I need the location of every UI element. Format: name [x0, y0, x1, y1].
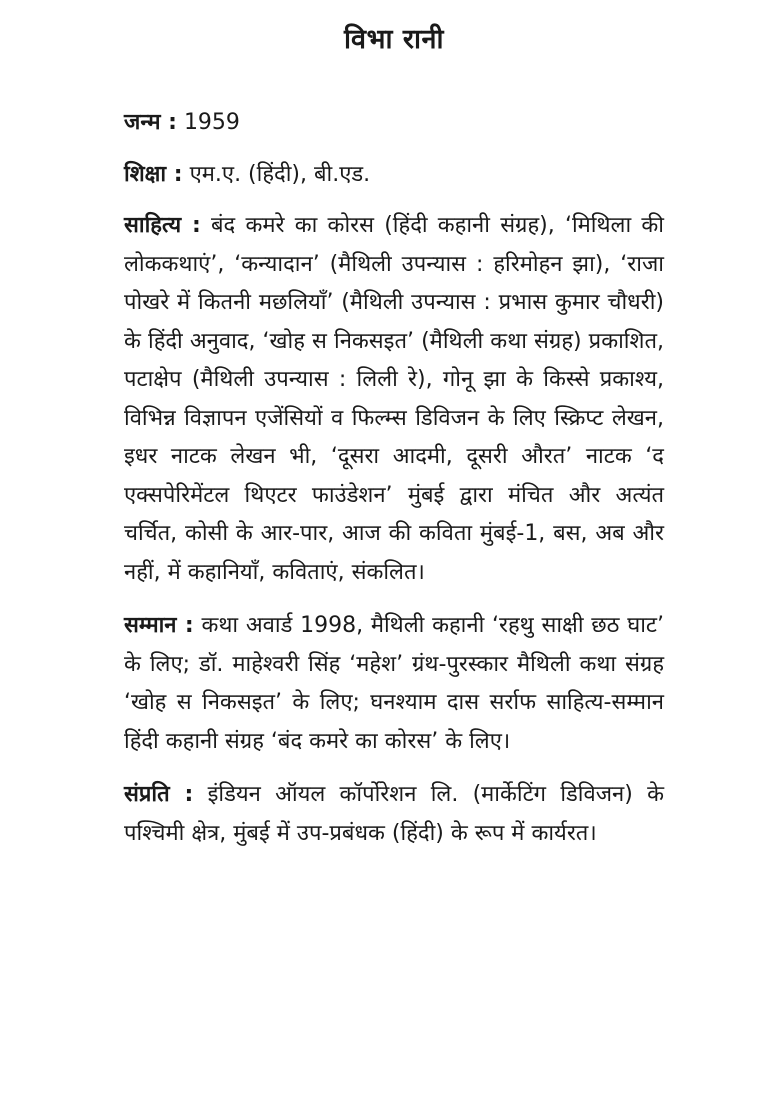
- document-page: [124, 0, 664, 853]
- literature-label: साहित्य :: [124, 213, 201, 238]
- section-awards: [124, 607, 664, 761]
- section-education: [124, 156, 664, 195]
- author-name-title: विभा रानी: [344, 24, 444, 55]
- awards-label: सम्मान :: [124, 613, 194, 638]
- current-label: संप्रति :: [124, 782, 194, 807]
- birth-label: जन्म :: [124, 110, 177, 135]
- awards-text: कथा अवार्ड 1998, मैथिली कहानी ‘रहथु साक्षी छठ घाट’ के लिए; डॉ. माहेश्वरी सिंह ‘महेश’ ग्रंथ-पुरस्कार मैथिली कथा संग्रह ‘खोह स निकसइत’ के लिए; घनश्याम दास सर्राफ साहित्य-सम्मान हिंदी कहानी संग्रह ‘बंद कमरे का कोरस’ के लिए।: [124, 613, 664, 754]
- section-birth: [124, 104, 664, 143]
- current-text: इंडियन ऑयल कॉर्पोरेशन लि. (मार्केटिंग डिविजन) के पश्चिमी क्षेत्र, मुंबई में उप-प्रबंधक (हिंदी) के रूप में कार्यरत।: [124, 782, 664, 846]
- section-literature: [124, 207, 664, 592]
- education-text: एम.ए. (हिंदी), बी.एड.: [189, 161, 371, 187]
- literature-text: बंद कमरे का कोरस (हिंदी कहानी संग्रह), ‘मिथिला की लोककथाएं’, ‘कन्यादान’ (मैथिली उपन्यास : हरिमोहन झा), ‘राजा पोखरे में कितनी मछलियाँ’ (मैथिली उपन्यास : प्रभास कुमार चौधरी) के हिंदी अनुवाद, ‘खोह स निकसइत’ (मैथिली कथा संग्रह) प्रकाशित, पटाक्षेप (मैथिली उपन्यास : लिली रे), गोनू झा के किस्से प्रकाश्य, विभिन्न विज्ञापन एजेंसियों व फिल्म्स डिविजन के लिए स्क्रिप्ट लेखन, इधर नाटक लेखन भी, ‘दूसरा आदमी, दूसरी औरत’ नाटक ‘द एक्सपेरिमेंटल थिएटर फाउंडेशन’ मुंबई द्वारा मंचित और अत्यंत चर्चित, कोसी के आर-पार, आज की कविता मुंबई-1, बस, अब और नहीं, में कहानियाँ, कविताएं, संकलित।: [124, 213, 664, 585]
- section-current-position: [124, 776, 664, 853]
- birth-text: 1959: [183, 110, 240, 135]
- education-label: शिक्षा :: [124, 161, 183, 187]
